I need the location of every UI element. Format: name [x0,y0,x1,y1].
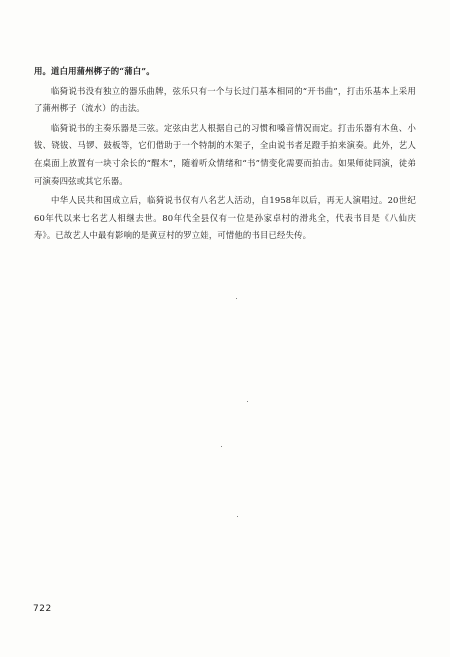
scan-speck [247,401,248,402]
paragraph-3: 临猗说书的主奏乐器是三弦。定弦由艺人根据自己的习惯和嗓音情况而定。打击乐器有木鱼、小钹、铙钹、马锣、鼓板等，它们借助于一个特制的木架子，全由说书者足蹬手拍来演奏。此外，艺人在桌面上放置有一块寸余长的“醒木”，随着听众情绪和“书”情变化需要而拍击。如果师徒同演，徒弟可演奏四弦或其它乐器。 [34,122,416,186]
scan-speck [236,298,237,299]
scan-speck [237,516,238,517]
paragraph-4: 中华人民共和国成立后，临猗说书仅有八名艺人活动，自1958年以后，再无人演唱过。20世纪60年代以来七名艺人相继去世。80年代全县仅有一位是孙家卓村的滑兆全，代表书目是《八仙庆寿》。已故艺人中最有影响的是黄豆村的罗立娃，可惜他的书目已经失传。 [34,195,416,241]
paragraph-1: 用。道白用蒲州梆子的“蒲白”。 [34,66,155,76]
paragraph-2: 临猗说书没有独立的器乐曲牌，弦乐只有一个与长过门基本相同的“开书曲”，打击乐基本上采用了蒲州梆子（流水）的击法。 [34,85,416,114]
page-number: 722 [33,604,52,614]
page-text-block [34,63,416,247]
scan-speck [221,446,222,447]
